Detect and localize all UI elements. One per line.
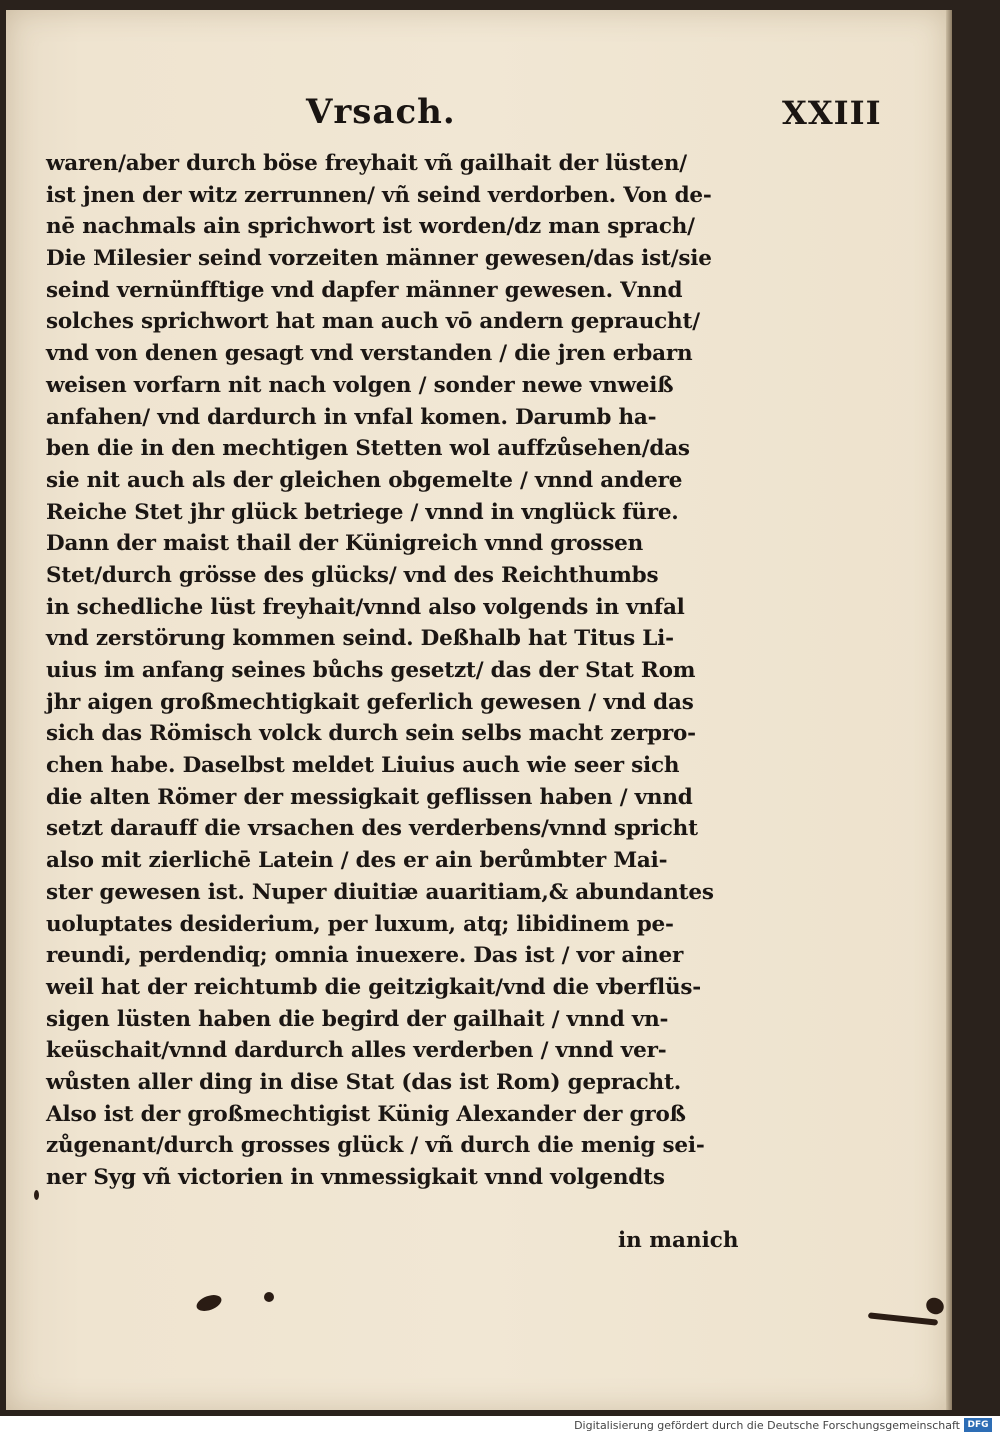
text-line: ster gewesen ist. Nuper diuitiæ auaritiam,& abundantes bbox=[46, 879, 714, 905]
text-line: in schedliche lüst freyhait/vnnd also volgends in vnfal bbox=[46, 594, 685, 620]
text-line: Also ist der großmechtigist Künig Alexander der groß bbox=[46, 1101, 686, 1127]
text-line: reundi, perdendiq; omnia inuexere. Das ist / vor ainer bbox=[46, 943, 684, 969]
ink-blot bbox=[194, 1292, 223, 1314]
text-line: nē nachmals ain sprichwort ist worden/dz man sprach/ bbox=[46, 214, 695, 240]
text-line: vnd zerstörung kommen seind. Deßhalb hat Titus Li- bbox=[46, 626, 674, 652]
ink-blot bbox=[868, 1312, 938, 1325]
page-header bbox=[6, 92, 946, 142]
text-line: solches sprichwort hat man auch vō andern gepraucht/ bbox=[46, 309, 700, 335]
text-line: keüschait/vnnd dardurch alles verderben / vnnd ver- bbox=[46, 1038, 667, 1064]
ink-blot bbox=[34, 1190, 39, 1200]
text-line: Die Milesier seind vorzeiten männer gewesen/das ist/sie bbox=[46, 246, 712, 272]
body-text bbox=[46, 148, 776, 1194]
text-line: wůsten aller ding in dise Stat (das ist Rom) gepracht. bbox=[46, 1069, 682, 1095]
text-line: chen habe. Daselbst meldet Liuius auch wie seer sich bbox=[46, 753, 680, 779]
running-head: Vrsach. bbox=[306, 92, 456, 132]
text-line: Stet/durch grösse des glücks/ vnd des Reichthumbs bbox=[46, 562, 659, 588]
page-edge bbox=[946, 10, 952, 1410]
text-line: waren/aber durch böse freyhait vñ gailhait der lüsten/ bbox=[46, 151, 687, 176]
catchword: in manich bbox=[618, 1228, 739, 1253]
text-line: seind vernünfftige vnd dapfer männer gewesen. Vnnd bbox=[46, 277, 683, 303]
text-line: ist jnen der witz zerrunnen/ vñ seind verdorben. Von de- bbox=[46, 182, 712, 208]
ink-blot bbox=[923, 1295, 947, 1318]
dfg-logo: DFG bbox=[964, 1418, 992, 1432]
text-line: die alten Römer der messigkait geflissen haben / vnnd bbox=[46, 784, 693, 810]
text-line: ben die in den mechtigen Stetten wol auffzůsehen/das bbox=[46, 436, 690, 462]
text-line: jhr aigen großmechtigkait geferlich gewesen / vnd das bbox=[46, 689, 694, 715]
text-line: uius im anfang seines bůchs gesetzt/ das der Stat Rom bbox=[46, 658, 696, 683]
text-line: sigen lüsten haben die begird der gailhait / vnnd vn- bbox=[46, 1006, 669, 1032]
text-line: Dann der maist thail der Künigreich vnnd grossen bbox=[46, 531, 644, 557]
text-line: anfahen/ vnd dardurch in vnfal komen. Darumb ha- bbox=[46, 404, 657, 430]
text-line: ner Syg vñ victorien in vnmessigkait vnnd volgendts bbox=[46, 1165, 665, 1190]
text-line: weisen vorfarn nit nach volgen / sonder newe vnweiß bbox=[46, 372, 674, 398]
text-line: sie nit auch als der gleichen obgemelte / vnnd andere bbox=[46, 467, 683, 493]
book-page bbox=[6, 10, 946, 1410]
ink-blot bbox=[264, 1292, 274, 1302]
text-line: uoluptates desiderium, per luxum, atq; libidinem pe- bbox=[46, 911, 674, 937]
text-line: vnd von denen gesagt vnd verstanden / die jren erbarn bbox=[46, 341, 693, 367]
text-line: zůgenant/durch grosses glück / vñ durch die menig sei- bbox=[46, 1133, 705, 1159]
text-line: also mit zierlichē Latein / des er ain berůmbter Mai- bbox=[46, 848, 668, 874]
text-line: Reiche Stet jhr glück betriege / vnnd in vnglück füre. bbox=[46, 499, 679, 525]
funding-credit: Digitalisierung gefördert durch die Deutsche Forschungsgemeinschaft bbox=[574, 1419, 960, 1432]
text-line: setzt darauff die vrsachen des verderbens/vnnd spricht bbox=[46, 816, 698, 842]
text-line: sich das Römisch volck durch sein selbs macht zerpro- bbox=[46, 721, 696, 747]
text-line: weil hat der reichtumb die geitzigkait/vnd die vberflüs- bbox=[46, 974, 702, 1000]
folio-number: XXIII bbox=[782, 94, 882, 132]
